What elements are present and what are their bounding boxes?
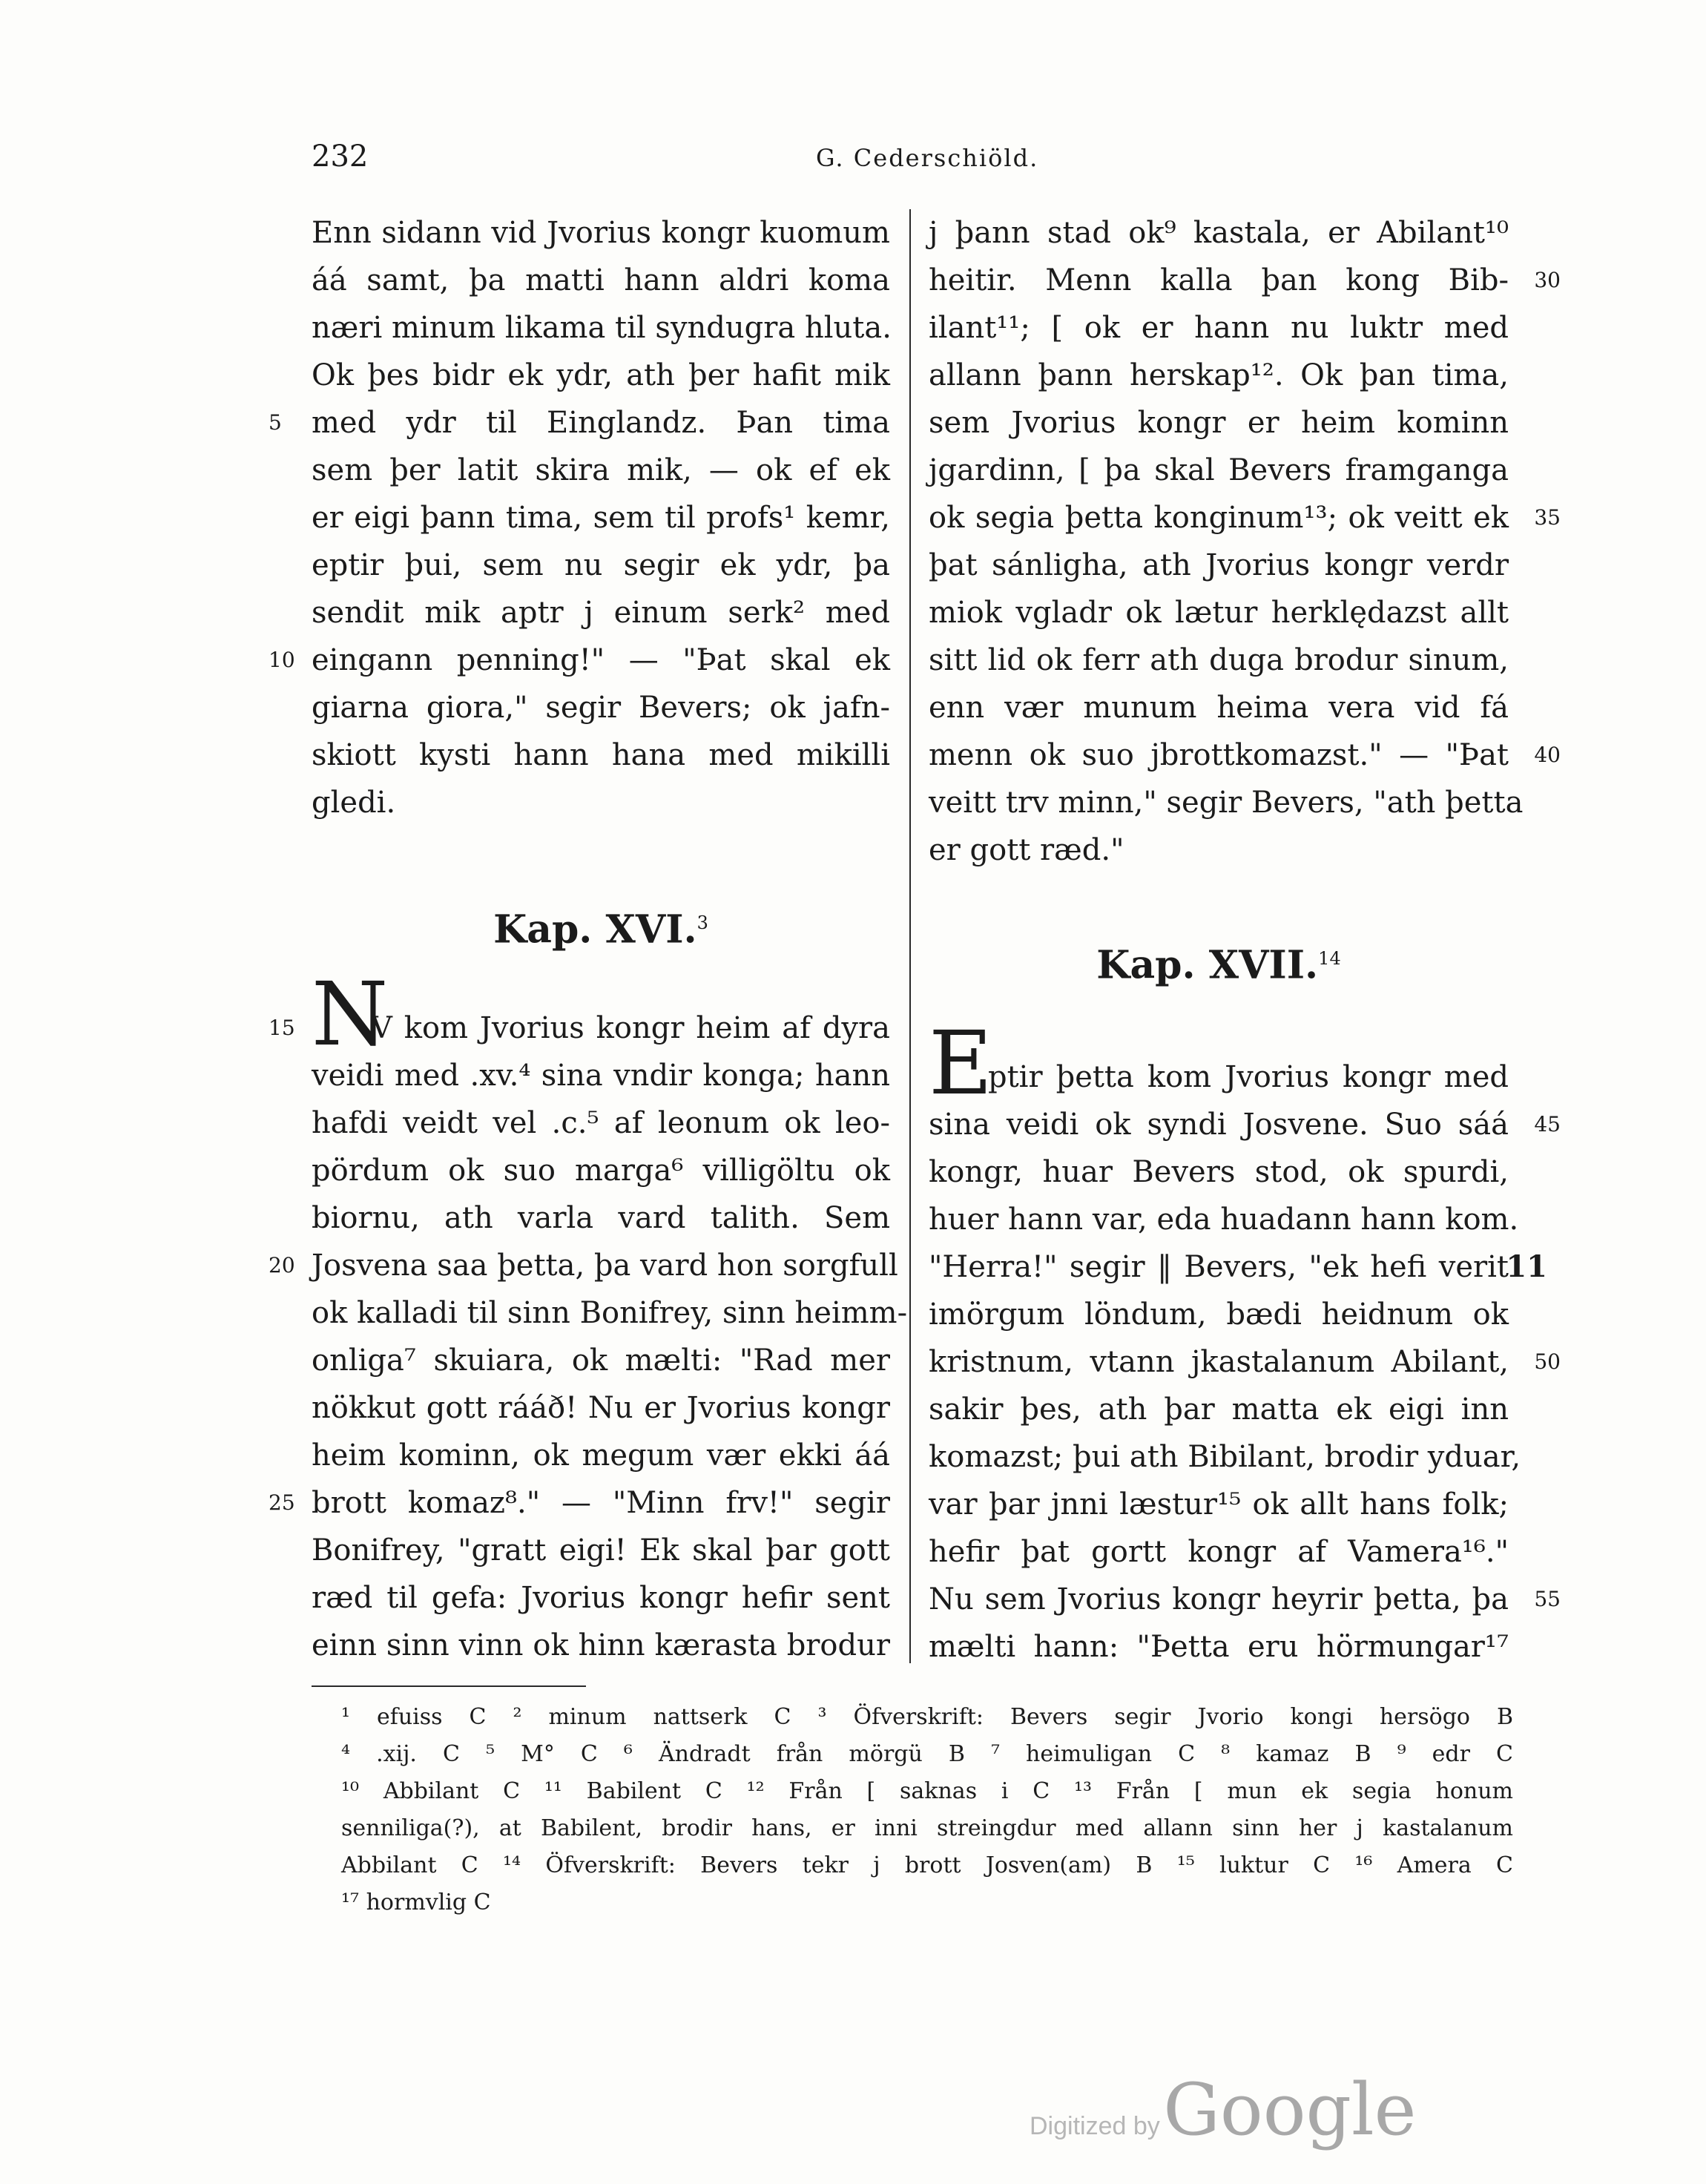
text-line: er gott ræd." [929,833,1124,867]
line-number: 30 [1534,268,1561,292]
text-line: mælti hann: "Þetta eru hörmungar¹⁷ [929,1630,1509,1664]
text-line: hefir þat gortt kongr af Vamera¹⁶." [929,1535,1509,1569]
right-column [929,209,1561,1671]
text-line: 10 eingann penning!" — "Þat skal ek [312,637,890,684]
footnote-ref: 3 [696,912,708,933]
text-line: 20 Josvena saa þetta, þa vard hon sorgfull [312,1242,890,1289]
text-line: eptir þui, sem nu segir ek ydr, þa [312,548,890,582]
footnote-rule [312,1685,586,1687]
page-number: 232 [312,139,369,174]
line-number: 20 [269,1253,295,1277]
footnote-line: ⁴ .xij. C ⁵ M° C ⁶ Ändradt från mörgü B ⁷ heimuligan C ⁸ kamaz B ⁹ edr C [341,1741,1513,1767]
text-line: 11 "Herra!" segir ‖ Bevers, "ek hefi verit [929,1243,1509,1291]
text-line: sakir þes, ath þar matta ek eigi inn [929,1392,1509,1427]
line-number: 35 [1534,505,1561,530]
line-number: 50 [1534,1349,1561,1374]
text-line: E ptir þetta kom Jvorius kongr med [929,1012,1509,1114]
text-line: pördum ok suo marga⁶ villigöltu ok [312,1154,890,1188]
left-column [269,209,908,1669]
text-line: komazst; þui ath Bibilant, brodir yduar, [929,1440,1521,1474]
text-line: næri minum likama til syndugra hluta. [312,311,892,345]
text-line: nökkut gott rááð! Nu er Jvorius kongr [312,1391,890,1425]
text-line: jgardinn, [ þa skal Bevers framganga [929,453,1509,487]
footnote-ref: 14 [1318,948,1341,969]
text-line: sem þer latit skira mik, — ok ef ek [312,453,890,487]
margin-marker: 11 [1506,1249,1547,1284]
drop-cap: E [929,1012,993,1114]
text-line: sendit mik aptr j einum serk² med [312,596,890,630]
text-line: ræd til gefa: Jvorius kongr hefir sent [312,1581,890,1615]
text-line: Ok þes bidr ek ydr, ath þer hafit mik [312,358,890,392]
chapter-heading-xvii: Kap. XVII.$^{14}$ [1096,942,1341,988]
line-number: 45 [1534,1112,1561,1137]
text-line: einn sinn vinn ok hinn kærasta brodur [312,1628,890,1662]
text-line: ilant¹¹; [ ok er hann nu luktr med [929,311,1509,345]
text-line: veitt trv minn," segir Bevers, "ath þetta [929,786,1524,820]
footnote-line: senniliga(?), at Babilent, brodir hans, er inni streingdur med allann sinn her j kastalanum [341,1815,1513,1841]
footnotes [341,1699,1513,1921]
text-line: imörgum löndum, bædi heidnum ok [929,1297,1509,1332]
text-line: onliga⁷ skuiara, ok mælti: "Rad mer [312,1343,890,1378]
text-line: sem Jvorius kongr er heim kominn [929,406,1509,440]
text-line: 30 heitir. Menn kalla þan kong Bib- [929,257,1509,304]
text-line: ok kalladi til sinn Bonifrey, sinn heimm- [312,1296,908,1330]
text-line: þat sánligha, ath Jvorius kongr verdr [929,548,1509,582]
column-divider [909,209,911,1663]
watermark-prefix: Digitized by [1030,2112,1160,2140]
text-line: kongr, huar Bevers stod, ok spurdi, [929,1155,1509,1189]
text-line: heim kominn, ok megum vær ekki áá [312,1438,890,1473]
text-line: 35 ok segia þetta konginum¹³; ok veitt ek [929,494,1509,542]
text-line: 45 sina veidi ok syndi Josvene. Suo sáá [929,1101,1509,1148]
text-line: er eigi þann tima, sem til profs¹ kemr, [312,501,890,535]
line-number: 55 [1534,1587,1561,1611]
text-line: miok vgladr ok lætur herklędazst allt [929,596,1509,630]
footnote-line: Abbilant C ¹⁴ Öfverskrift: Bevers tekr j brott Josven(am) B ¹⁵ luktur C ¹⁶ Amera C [341,1852,1513,1878]
line-number: 5 [269,410,282,435]
text-line: Enn sidann vid Jvorius kongr kuomum [312,216,890,250]
footnote-line: ¹⁰ Abbilant C ¹¹ Babilent C ¹² Från [ saknas i C ¹³ Från [ mun ek segia honum [341,1778,1513,1804]
digitized-watermark [1030,2068,1416,2151]
text-line: huer hann var, eda huadann hann kom. [929,1203,1519,1237]
line-number: 40 [1534,743,1561,767]
text-line: j þann stad ok⁹ kastala, er Abilant¹⁰ [929,216,1509,250]
text-line: 25 brott komaz⁸." — "Minn frv!" segir [312,1479,890,1527]
text-line: biornu, ath varla vard talith. Sem [312,1201,890,1235]
text-line: enn vær munum heima vera vid fá [929,691,1509,725]
text-line: veidi med .xv.⁴ sina vndir konga; hann [312,1059,890,1093]
running-head: G. Cederschiöld. [816,144,1039,172]
text-line: skiott kysti hann hana med mikilli [312,738,890,772]
text-line: 5 med ydr til Einglandz. Þan tima [312,399,890,447]
text-line: hafdi veidt vel .c.⁵ af leonum ok leo- [312,1106,890,1140]
text-line: Bonifrey, "gratt eigi! Ek skal þar gott [312,1533,890,1568]
text-line: 40 menn ok suo jbrottkomazst." — "Þat [929,731,1509,779]
text-line: áá samt, þa matti hann aldri koma [312,263,890,297]
watermark-brand: Google [1163,2068,1417,2151]
page-header [312,139,1528,184]
text-line: giarna giora," segir Bevers; ok jafn- [312,691,890,725]
text-line: var þar jnni læstur¹⁵ ok allt hans folk; [929,1487,1509,1522]
footnote-line: ¹ efuiss C ² minum nattserk C ³ Öfverskrift: Bevers segir Jvorio kongi hersögo B [341,1704,1513,1730]
line-number: 15 [269,1016,295,1040]
text-line: 55 Nu sem Jvorius kongr heyrir þetta, þa [929,1576,1509,1623]
text-line: 15 N V kom Jvorius kongr heim af dyra [269,963,890,1065]
drop-cap: N [312,963,389,1065]
text-line: gledi. [312,786,396,820]
line-number: 25 [269,1490,295,1515]
footnote-line: ¹⁷ hormvlig C [341,1889,491,1915]
text-line: sitt lid ok ferr ath duga brodur sinum, [929,643,1509,677]
chapter-heading-xvi: Kap. XVI.$^3$ [493,907,708,953]
line-number: 10 [269,648,295,672]
text-line: 50 kristnum, vtann jkastalanum Abilant, [929,1338,1509,1386]
text-line: allann þann herskap¹². Ok þan tima, [929,358,1509,392]
